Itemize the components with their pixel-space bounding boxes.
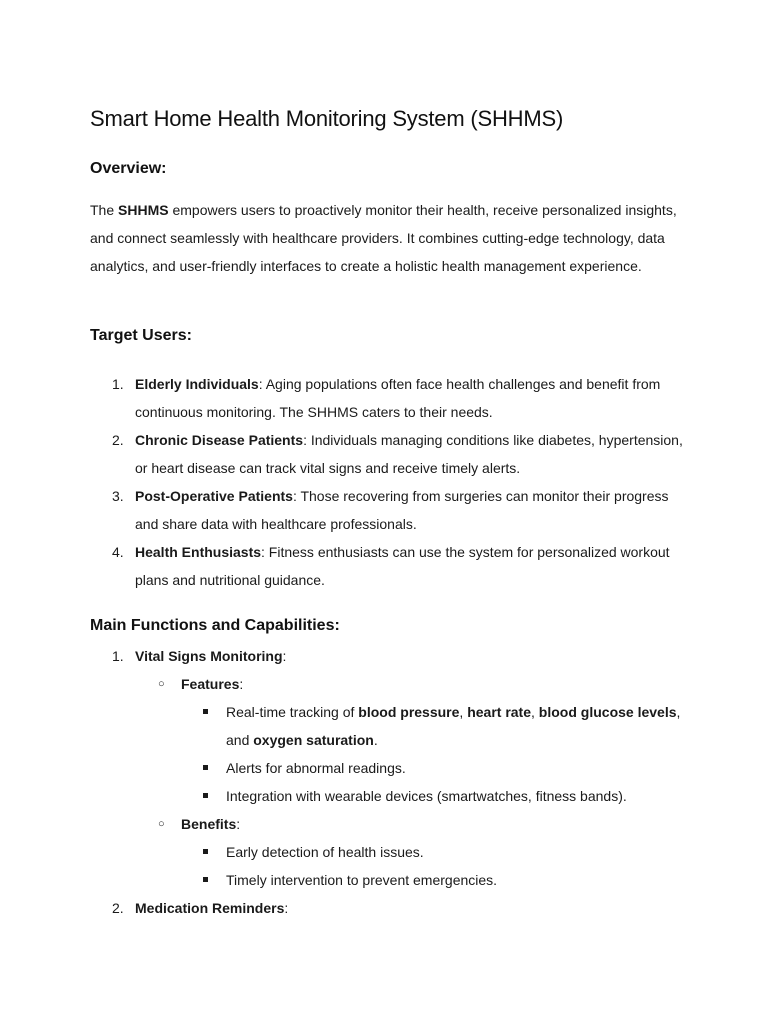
list-number: 1.	[112, 376, 124, 392]
list-term: Chronic Disease Patients	[135, 432, 304, 448]
list-item	[90, 894, 690, 922]
list-number: 2.	[112, 900, 124, 916]
sub-list-item-benefits	[135, 810, 690, 894]
text: Alerts for abnormal readings.	[226, 760, 406, 776]
list-text: : Aging populations often face health challenges and benefit from continuous monitoring. The SHHMS caters to their needs.	[135, 376, 661, 420]
square-bullet-icon	[203, 709, 208, 714]
bold-term: blood glucose levels	[538, 704, 677, 720]
list-item	[181, 754, 690, 782]
text: Real-time tracking of	[226, 704, 359, 720]
list-item	[90, 642, 690, 894]
list-item	[181, 698, 690, 754]
list-item	[90, 482, 690, 538]
bold-term: blood pressure	[358, 704, 460, 720]
list-number: 4.	[112, 544, 124, 560]
document-title: Smart Home Health Monitoring System (SHHMS)	[90, 106, 564, 131]
square-bullet-icon	[203, 877, 208, 882]
list-number: 1.	[112, 648, 124, 664]
list-item	[90, 426, 690, 482]
list-text: : Fitness enthusiasts can use the system for personalized workout plans and nutritional guidance.	[135, 544, 670, 588]
overview-heading: Overview:	[90, 160, 167, 177]
features-list	[181, 698, 690, 810]
text: Early detection of health issues.	[226, 844, 424, 860]
overview-text: empowers users to proactively monitor their health, receive personalized insights, and connect seamlessly with healthcare providers. It combines cutting-edge technology, data analytics, and user-friendly interfaces to create a holistic health management experience.	[90, 202, 677, 274]
square-bullet-icon	[203, 765, 208, 770]
text: Integration with wearable devices (smartwatches, fitness bands).	[226, 788, 627, 804]
list-text: : Those recovering from surgeries can monitor their progress and share data with healthcare professionals.	[135, 488, 669, 532]
list-item	[90, 370, 690, 426]
benefits-label: Benefits	[181, 816, 237, 832]
target-users-heading: Target Users:	[90, 327, 192, 344]
bold-term: oxygen saturation	[253, 732, 374, 748]
list-text: : Individuals managing conditions like diabetes, hypertension, or heart disease can track vital signs and receive timely alerts.	[135, 432, 683, 476]
list-number: 2.	[112, 432, 124, 448]
overview-paragraph	[90, 196, 680, 280]
features-colon: :	[239, 676, 244, 692]
text: ,	[531, 704, 539, 720]
list-item	[181, 866, 690, 894]
benefits-list	[181, 838, 690, 894]
functions-list	[90, 642, 690, 922]
square-bullet-icon	[203, 793, 208, 798]
list-number: 3.	[112, 488, 124, 504]
list-item	[90, 538, 690, 594]
text: ,	[459, 704, 468, 720]
list-colon: :	[282, 648, 287, 664]
sub-list	[135, 670, 690, 894]
circle-bullet-icon: ○	[158, 678, 165, 690]
benefits-colon: :	[236, 816, 241, 832]
overview-bold-term: SHHMS	[118, 202, 169, 218]
list-term: Medication Reminders	[135, 900, 285, 916]
list-item	[181, 838, 690, 866]
text: , and	[226, 704, 681, 748]
list-term: Post-Operative Patients	[135, 488, 293, 504]
list-term: Vital Signs Monitoring	[135, 648, 283, 664]
text: .	[373, 732, 378, 748]
list-term: Health Enthusiasts	[135, 544, 262, 560]
circle-bullet-icon: ○	[158, 818, 165, 830]
bold-term: heart rate	[467, 704, 532, 720]
list-item	[181, 782, 690, 810]
functions-heading: Main Functions and Capabilities:	[90, 617, 340, 634]
target-users-list	[90, 370, 690, 594]
list-colon: :	[284, 900, 289, 916]
overview-pre: The	[90, 202, 119, 218]
sub-list-item-features	[135, 670, 690, 810]
features-label: Features	[181, 676, 240, 692]
square-bullet-icon	[203, 849, 208, 854]
text: Timely intervention to prevent emergencies.	[226, 872, 498, 888]
list-term: Elderly Individuals	[135, 376, 259, 392]
